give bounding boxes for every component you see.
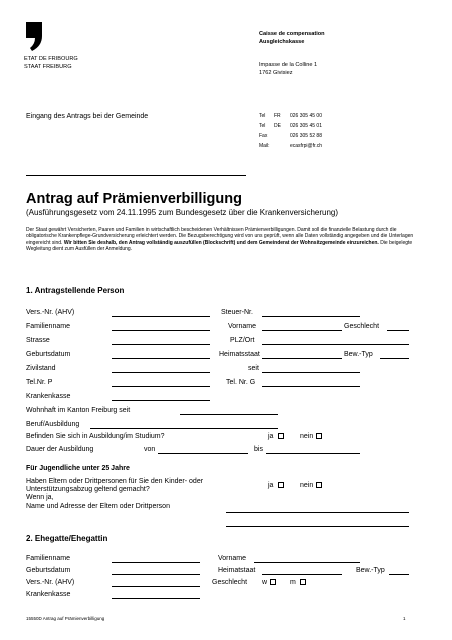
- intro-tail-text: Die beigelegte Wegleitung dient zum Ausfüllen der Anmeldung.: [26, 239, 413, 253]
- s2-heimatstaat-label: Heimatstaat: [218, 567, 256, 574]
- ausbildung-ja-label: ja: [268, 433, 274, 440]
- office-name-1: Caisse de compensation: [259, 31, 325, 37]
- page-subtitle: (Ausführungsgesetz vom 24.11.1995 zum Bundesgesetz über die Krankenversicherung): [26, 208, 339, 217]
- beruf-field[interactable]: [90, 428, 278, 429]
- youth-question-line1: Haben Eltern oder Drittpersonen für Sie den Kinder- oder: [26, 478, 204, 485]
- krankenkasse-label: Krankenkasse: [26, 393, 71, 400]
- canton-name-fr: ETAT DE FRIBOURG: [24, 56, 78, 62]
- telg-label: Tel. Nr. G: [226, 379, 256, 386]
- bis-label: bis: [254, 446, 263, 453]
- contact-email[interactable]: ecasfrpi@fr.ch: [290, 143, 323, 149]
- s2-familienname-field[interactable]: [112, 562, 200, 563]
- bewtyp-field[interactable]: [380, 358, 409, 359]
- ausbildung-ja-checkbox[interactable]: [278, 433, 284, 439]
- office-address-1: Impasse de la Colline 1: [259, 62, 318, 68]
- dauer-label: Dauer der Ausbildung: [26, 446, 94, 453]
- intro-text: Der Staat gewährt Versicherten, Paaren und Familien in wirtschaftlich bescheidenen Verhältnissen Prämienverbilligungen. Damit soll die finanzielle Belastung durch die obligatorische Krankenpflege-Grundversicherung erleichtert werden. Die Bezugsberechtigung wird von uns geprüft, wenn alle Daten vollständig angegeben und die Unterlagen eingereicht sind.: [26, 227, 414, 246]
- familienname-field[interactable]: [112, 330, 210, 331]
- heimatstaat-field[interactable]: [262, 358, 342, 359]
- ahv-label: Vers.-Nr. (AHV): [26, 309, 75, 316]
- beruf-label: Beruf/Ausbildung: [26, 421, 80, 428]
- s2-ahv-label: Vers.-Nr. (AHV): [26, 579, 75, 586]
- contact-value: 026 305 45 01: [290, 123, 322, 129]
- plz-field[interactable]: [262, 344, 409, 345]
- bewtyp-label: Bew.-Typ: [344, 351, 373, 358]
- ahv-field[interactable]: [112, 316, 210, 317]
- s2-heimatstaat-field[interactable]: [262, 574, 342, 575]
- contact-lang: DE: [274, 123, 281, 129]
- section1-heading: 1. Antragstellende Person: [26, 286, 125, 295]
- s2-m-label: m: [290, 579, 296, 586]
- youth-name-adresse-label: Name und Adresse der Eltern oder Drittperson: [26, 503, 170, 510]
- youth-heading: Für Jugendliche unter 25 Jahre: [26, 465, 130, 472]
- section2-heading: 2. Ehegatte/Ehegattin: [26, 534, 108, 543]
- contact-type: Mail:: [259, 143, 270, 149]
- s2-geburtsdatum-field[interactable]: [112, 574, 200, 575]
- ausbildung-nein-label: nein: [300, 433, 314, 440]
- receipt-stamp-line[interactable]: [26, 175, 246, 176]
- office-address-2: 1762 Givisiez: [259, 70, 293, 76]
- seit-field[interactable]: [262, 372, 360, 373]
- s2-bewtyp-label: Bew.-Typ: [356, 567, 385, 574]
- vorname-label: Vorname: [228, 323, 257, 330]
- contact-type: Tel: [259, 123, 266, 129]
- heimatstaat-label: Heimatsstaat: [219, 351, 260, 358]
- ausbildung-nein-checkbox[interactable]: [316, 433, 322, 439]
- s2-familienname-label: Familienname: [26, 555, 70, 562]
- steuer-label: Steuer-Nr.: [221, 309, 253, 316]
- s2-geschlecht-label: Geschlecht: [212, 579, 248, 586]
- youth-question-line2: Unterstützungsabzug geltend gemacht?: [26, 486, 150, 493]
- youth-ja-checkbox[interactable]: [278, 482, 284, 488]
- plz-label: PLZ/Ort: [230, 337, 255, 344]
- receipt-label: Eingang des Antrags bei der Gemeinde: [26, 113, 149, 120]
- intro-bold-text: Wir bitten Sie deshalb, den Antrag vollständig auszufüllen (Blockschrift) und dem Gemeinderat der Wohnsitzgemeinde einzureichen.: [63, 239, 379, 246]
- s2-geburtsdatum-label: Geburtsdatum: [26, 567, 71, 574]
- vorname-field[interactable]: [262, 330, 342, 331]
- familienname-label: Familienname: [26, 323, 70, 330]
- s2-krankenkasse-field[interactable]: [112, 598, 200, 599]
- contact-type: Tel: [259, 113, 266, 119]
- youth-ja-label: ja: [268, 482, 274, 489]
- s2-vorname-field[interactable]: [254, 562, 360, 563]
- contact-value: 026 305 52 88: [290, 133, 322, 139]
- s2-w-label: w: [262, 579, 268, 586]
- telg-field[interactable]: [262, 386, 360, 387]
- youth-wenn-ja: Wenn ja,: [26, 494, 54, 501]
- geburtsdatum-field[interactable]: [112, 358, 210, 359]
- wohnhaft-field[interactable]: [180, 414, 278, 415]
- s2-bewtyp-field[interactable]: [389, 574, 409, 575]
- strasse-label: Strasse: [26, 337, 50, 344]
- von-label: von: [144, 446, 156, 453]
- page-title: Antrag auf Prämienverbilligung: [26, 191, 242, 207]
- intro-paragraph: [26, 227, 426, 253]
- s2-krankenkasse-label: Krankenkasse: [26, 591, 71, 598]
- dauer-von-field[interactable]: [158, 453, 248, 454]
- youth-address-field[interactable]: [226, 526, 409, 527]
- geschlecht-label: Geschlecht: [344, 323, 380, 330]
- office-name-2: Ausgleichskasse: [259, 39, 305, 45]
- canton-logo-icon: [24, 22, 44, 52]
- s2-w-checkbox[interactable]: [270, 579, 276, 585]
- s2-vorname-label: Vorname: [218, 555, 247, 562]
- telp-field[interactable]: [112, 386, 210, 387]
- dauer-bis-field[interactable]: [266, 453, 360, 454]
- geschlecht-field[interactable]: [387, 330, 409, 331]
- strasse-field[interactable]: [112, 344, 210, 345]
- zivilstand-label: Zivilstand: [26, 365, 56, 372]
- s2-m-checkbox[interactable]: [300, 579, 306, 585]
- steuer-field[interactable]: [262, 316, 360, 317]
- ausbildung-question: Befinden Sie sich in Ausbildung/im Studium?: [26, 433, 165, 440]
- youth-nein-label: nein: [300, 482, 314, 489]
- contact-type: Fax: [259, 133, 268, 139]
- page-number: 1: [403, 616, 406, 621]
- zivilstand-field[interactable]: [112, 372, 210, 373]
- youth-name-field[interactable]: [226, 512, 409, 513]
- geburtsdatum-label: Geburtsdatum: [26, 351, 71, 358]
- footer-doc-id: 15550D Antrag auf Prämienverbilligung: [26, 616, 105, 621]
- contact-value: 026 305 45 00: [290, 113, 322, 119]
- s2-ahv-field[interactable]: [112, 586, 200, 587]
- youth-nein-checkbox[interactable]: [316, 482, 322, 488]
- wohnhaft-label: Wohnhaft im Kanton Freiburg seit: [26, 407, 131, 414]
- seit-label: seit: [248, 365, 259, 372]
- canton-name-de: STAAT FREIBURG: [24, 64, 72, 70]
- contact-lang: FR: [274, 113, 281, 119]
- krankenkasse-field[interactable]: [112, 400, 210, 401]
- telp-label: Tel.Nr. P: [26, 379, 53, 386]
